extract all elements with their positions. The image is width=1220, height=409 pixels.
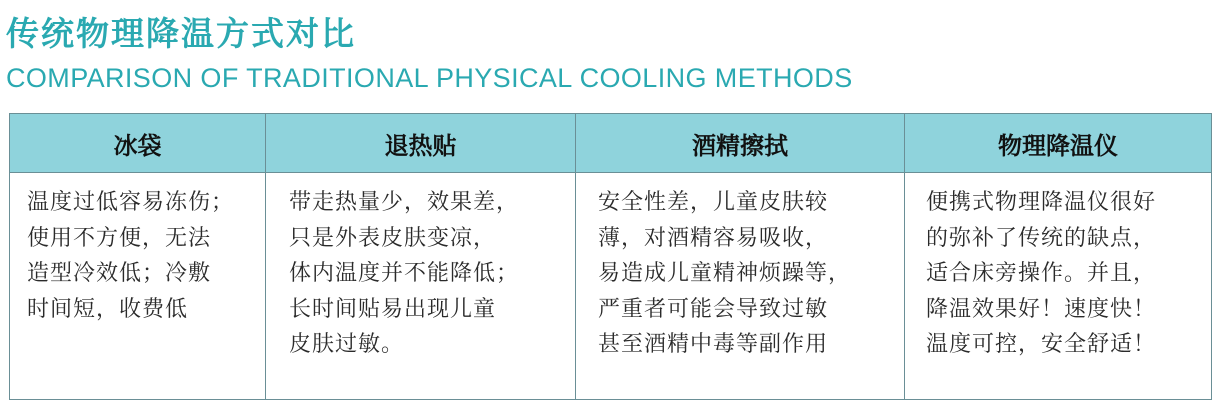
cell-text-ice-bag: 温度过低容易冻伤； 使用不方便，无法 造型冷效低；冷敷 时间短，收费低 <box>27 190 235 322</box>
cell-alcohol-rub <box>576 173 905 400</box>
page-title: 传统物理降温方式对比 <box>6 14 356 53</box>
cell-ice-bag <box>10 173 266 400</box>
cell-cooling-device <box>905 173 1212 400</box>
header-cooling-patch: 退热贴 <box>266 114 576 173</box>
header-alcohol-rub: 酒精擦拭 <box>576 114 905 173</box>
cell-text-cooling-device: 便携式物理降温仪很好 的弥补了传统的缺点， 适合床旁操作。并且， 降温效果好！速度快！ 温度可控，安全舒适！ <box>926 190 1157 357</box>
table-row <box>10 173 1212 400</box>
comparison-table <box>9 113 1212 400</box>
cell-text-alcohol-rub: 安全性差，儿童皮肤较 薄，对酒精容易吸收， 易造成儿童精神烦躁等， 严重者可能会导致过敏 甚至酒精中毒等副作用 <box>598 190 852 357</box>
cell-cooling-patch <box>266 173 576 400</box>
header-ice-bag: 冰袋 <box>10 114 266 173</box>
table-header-row <box>10 114 1212 173</box>
header-cooling-device: 物理降温仪 <box>905 114 1212 173</box>
page-subtitle: COMPARISON OF TRADITIONAL PHYSICAL COOLING METHODS <box>6 63 853 93</box>
cell-text-cooling-patch: 带走热量少，效果差， 只是外表皮肤变凉， 体内温度并不能降低； 长时间贴易出现儿童 皮肤过敏。 <box>289 190 520 357</box>
